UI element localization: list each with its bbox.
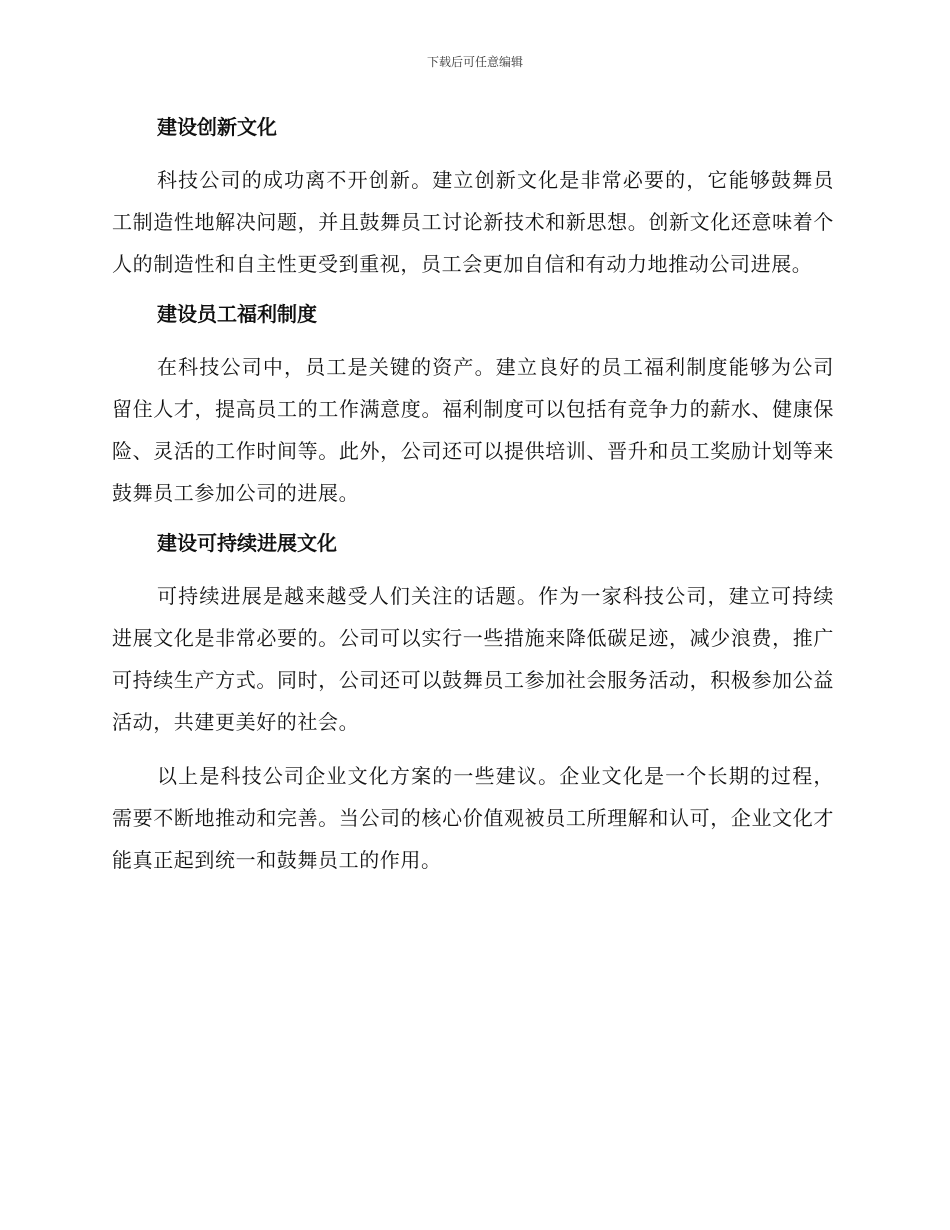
- section-heading: 建设创新文化: [157, 115, 277, 139]
- section-paragraph: 在科技公司中，员工是关键的资产。建立良好的员工福利制度能够为公司留住人才，提高员工的工作满意度。福利制度可以包括有竞争力的薪水、健康保险、灵活的工作时间等。此外，公司还可以提供培训、晋升和员工奖励计划等来鼓舞员工参加公司的进展。: [112, 355, 834, 505]
- page-header: 下载后可任意编辑: [426, 55, 523, 69]
- section-paragraph: 科技公司的成功离不开创新。建立创新文化是非常必要的，它能够鼓舞员工制造性地解决问题，并且鼓舞员工讨论新技术和新思想。创新文化还意味着个人的制造性和自主性更受到重视，员工会更加自信和有动力地推动公司进展。: [112, 168, 834, 276]
- section-innovation: [112, 110, 834, 285]
- section-paragraph: 可持续进展是越来越受人们关注的话题。作为一家科技公司，建立可持续进展文化是非常必要的。公司可以实行一些措施来降低碳足迹，减少浪费，推广可持续生产方式。同时，公司还可以鼓舞员工参加社会服务活动，积极参加公益活动，共建更美好的社会。: [112, 584, 834, 734]
- document-body: [112, 110, 834, 893]
- section-heading: 建设可持续进展文化: [157, 531, 337, 555]
- section-heading: 建设员工福利制度: [157, 302, 317, 326]
- conclusion-paragraph: 以上是科技公司企业文化方案的一些建议。企业文化是一个长期的过程，需要不断地推动和完善。当公司的核心价值观被员工所理解和认可，企业文化才能真正起到统一和鼓舞员工的作用。: [112, 764, 834, 872]
- section-welfare: [112, 297, 834, 514]
- section-sustainability: [112, 526, 834, 743]
